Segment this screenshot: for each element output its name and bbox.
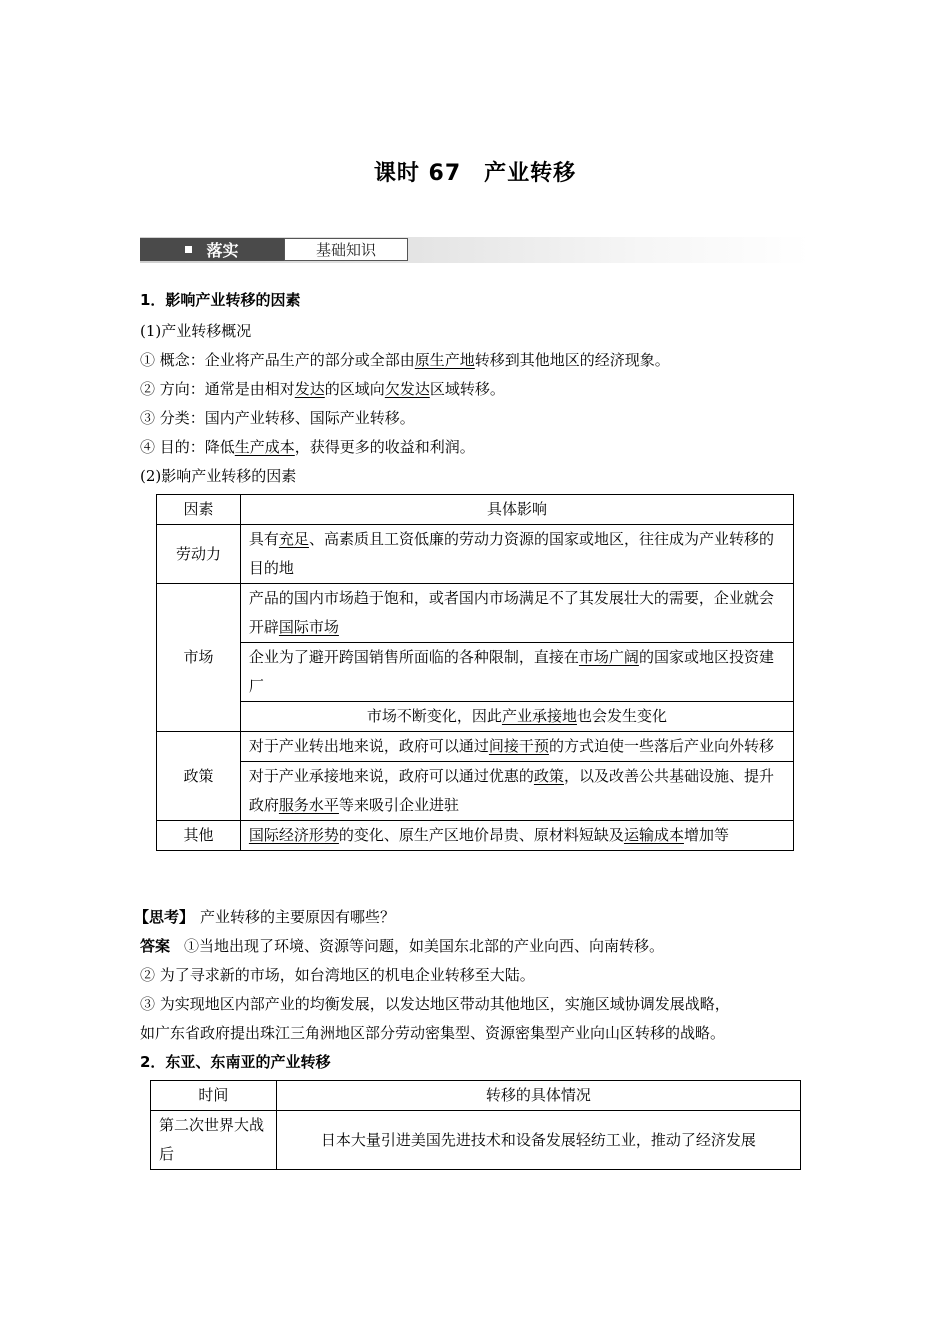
table-header: 具体影响: [240, 495, 793, 525]
page-title: 课时 67 产业转移: [373, 161, 577, 186]
table-row: [157, 525, 794, 584]
table-row: [157, 584, 794, 643]
table-header: 时间: [151, 1081, 277, 1111]
item-classification: ③ 分类：国内产业转移、国际产业转移。: [140, 409, 415, 427]
table-row: [151, 1111, 801, 1170]
answer-label: 答案: [140, 937, 171, 955]
subheading-overview: (1)产业转移概况: [140, 322, 252, 340]
market-detail-3: 市场不断变化，因此产业承接地也会发生变化: [240, 702, 793, 732]
detail-cell: 日本大量引进美国先进技术和设备发展轻纺工业，推动了经济发展: [276, 1111, 800, 1170]
table-header-row: [157, 495, 794, 525]
think-label: 【思考】: [134, 908, 195, 926]
item-concept: ① 概念：企业将产品生产的部分或全部由原生产地转移到其他地区的经济现象。: [140, 351, 670, 369]
factor-market: 市场: [157, 584, 241, 732]
square-bullet-icon: [185, 246, 192, 253]
think-question: 【思考】 产业转移的主要原因有哪些？: [134, 908, 396, 926]
banner-label-dark: [140, 238, 284, 261]
banner-label-light: 基础知识: [284, 238, 408, 261]
item-direction: ② 方向：通常是由相对发达的区域向欠发达区域转移。: [140, 380, 505, 398]
market-detail-1: 产品的国内市场趋于饱和，或者国内市场满足不了其发展壮大的需要，企业就会开辟国际市场: [240, 584, 793, 643]
table-header: 因素: [157, 495, 241, 525]
banner-left-text: 落实: [206, 241, 239, 260]
answer-line-4: 如广东省政府提出珠江三角洲地区部分劳动密集型、资源密集型产业向山区转移的战略。: [140, 1024, 726, 1042]
market-detail-2: 企业为了避开跨国销售所面临的各种限制，直接在市场广阔的国家或地区投资建厂: [240, 643, 793, 702]
policy-detail-2: 对于产业承接地来说，政府可以通过优惠的政策，以及改善公共基础设施、提升政府服务水平等来吸引企业进驻: [240, 762, 793, 821]
factor-policy: 政策: [157, 732, 241, 821]
answer-line-3: ③ 为实现地区内部产业的均衡发展，以发达地区带动其他地区，实施区域协调发展战略，: [140, 995, 730, 1013]
factors-table: [156, 494, 794, 851]
answer-line-1: 答案 ①当地出现了环境、资源等问题，如美国东北部的产业向西、向南转移。: [140, 937, 665, 955]
policy-detail-1: 对于产业转出地来说，政府可以通过间接干预的方式迫使一些落后产业向外转移: [240, 732, 793, 762]
table-header: 转移的具体情况: [276, 1081, 800, 1111]
item-purpose: ④ 目的：降低生产成本，获得更多的收益和利润。: [140, 438, 475, 456]
table-header-row: [151, 1081, 801, 1111]
factor-labor: 劳动力: [157, 525, 241, 584]
table-row: [157, 732, 794, 762]
table-row: [157, 702, 794, 732]
section1-heading: 1．影响产业转移的因素: [140, 291, 301, 309]
answer-line-2: ② 为了寻求新的市场，如台湾地区的机电企业转移至大陆。: [140, 966, 535, 984]
table-row: [157, 762, 794, 821]
section-banner: [140, 237, 810, 263]
table-row: [157, 643, 794, 702]
other-detail: 国际经济形势的变化、原生产区地价昂贵、原材料短缺及运输成本增加等: [240, 821, 793, 851]
labor-detail: 具有充足、高素质且工资低廉的劳动力资源的国家或地区，往往成为产业转移的目的地: [240, 525, 793, 584]
section2-heading: 2．东亚、东南亚的产业转移: [140, 1053, 331, 1071]
transfer-table: [150, 1080, 801, 1170]
subheading-factors: (2)影响产业转移的因素: [140, 467, 297, 485]
table-row: [157, 821, 794, 851]
factor-other: 其他: [157, 821, 241, 851]
time-cell: 第二次世界大战后: [151, 1111, 277, 1170]
